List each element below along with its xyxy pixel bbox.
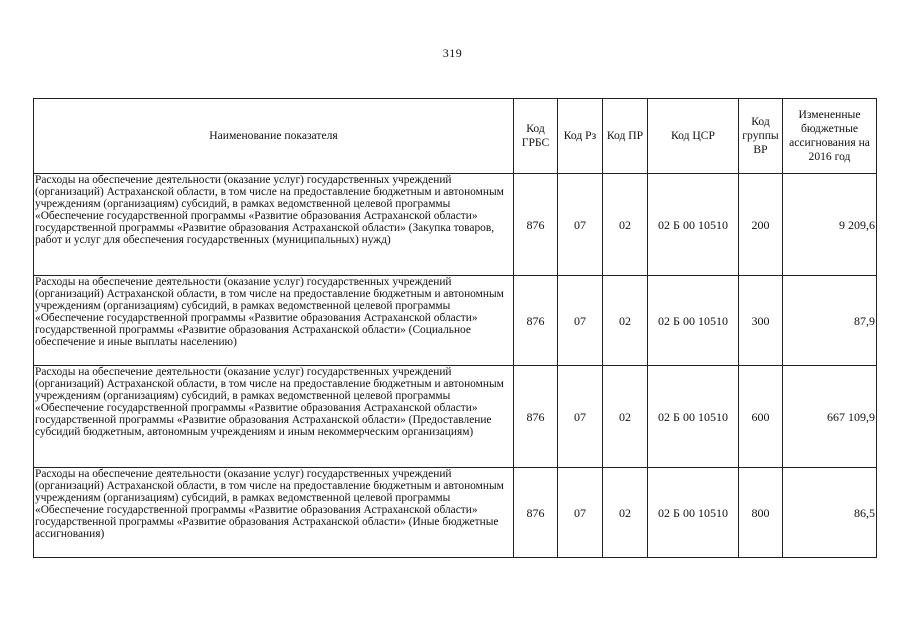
budget-table [33, 98, 877, 558]
page-number: 319 [442, 46, 463, 60]
row-rz: 07 [558, 174, 603, 276]
row-csr: 02 Б 00 10510 [648, 174, 739, 276]
row-name: Расходы на обеспечение деятельности (оказание услуг) государственных учреждений (организаций) Астраханской области, в том числе на предоставление бюджетным и автономным учреждениям (организациям) субсидий, в рамках ведомственной целевой программы «Обеспечение государственной программы «Развитие образования Астраханской области» государственной программы «Развитие образования Астраханской области» (Закупка товаров, работ и услуг для обеспечения государственных (муниципальных) нужд) [34, 174, 514, 276]
header-amount: Измененные бюджетные ассигнования на 2016 год [783, 99, 877, 174]
row-amount: 86,5 [783, 468, 877, 558]
row-vr: 300 [739, 276, 783, 366]
row-rz: 07 [558, 276, 603, 366]
row-vr: 800 [739, 468, 783, 558]
header-name: Наименование показателя [34, 99, 514, 174]
table-body [34, 174, 877, 558]
row-grbs: 876 [514, 366, 558, 468]
row-pr: 02 [603, 366, 648, 468]
row-amount: 87,9 [783, 276, 877, 366]
row-csr: 02 Б 00 10510 [648, 366, 739, 468]
row-amount: 9 209,6 [783, 174, 877, 276]
row-vr: 200 [739, 174, 783, 276]
row-vr: 600 [739, 366, 783, 468]
row-rz: 07 [558, 468, 603, 558]
table-row [34, 468, 877, 558]
row-csr: 02 Б 00 10510 [648, 276, 739, 366]
row-name: Расходы на обеспечение деятельности (оказание услуг) государственных учреждений (организаций) Астраханской области, в том числе на предоставление бюджетным и автономным учреждениям (организациям) субсидий, в рамках ведомственной целевой программы «Обеспечение государственной программы «Развитие образования Астраханской области» государственной программы «Развитие образования Астраханской области» (Иные бюджетные ассигнования) [34, 468, 514, 558]
header-pr: Код ПР [603, 99, 648, 174]
header-grbs: Код ГРБС [514, 99, 558, 174]
header-row [34, 99, 877, 174]
table-row [34, 276, 877, 366]
row-grbs: 876 [514, 174, 558, 276]
row-amount: 667 109,9 [783, 366, 877, 468]
row-pr: 02 [603, 174, 648, 276]
table-row [34, 174, 877, 276]
table-header [34, 99, 877, 174]
row-rz: 07 [558, 366, 603, 468]
row-name: Расходы на обеспечение деятельности (оказание услуг) государственных учреждений (организаций) Астраханской области, в том числе на предоставление бюджетным и автономным учреждениям (организациям) субсидий, в рамках ведомственной целевой программы «Обеспечение государственной программы «Развитие образования Астраханской области» государственной программы «Развитие образования Астраханской области» (Социальное обеспечение и иные выплаты населению) [34, 276, 514, 366]
row-grbs: 876 [514, 468, 558, 558]
row-pr: 02 [603, 468, 648, 558]
header-csr: Код ЦСР [648, 99, 739, 174]
table-row [34, 366, 877, 468]
row-csr: 02 Б 00 10510 [648, 468, 739, 558]
header-vr: Код группы ВР [739, 99, 783, 174]
row-grbs: 876 [514, 276, 558, 366]
row-pr: 02 [603, 276, 648, 366]
header-rz: Код Рз [558, 99, 603, 174]
row-name: Расходы на обеспечение деятельности (оказание услуг) государственных учреждений (организаций) Астраханской области, в том числе на предоставление бюджетным и автономным учреждениям (организациям) субсидий, в рамках ведомственной целевой программы «Обеспечение государственной программы «Развитие образования Астраханской области» государственной программы «Развитие образования Астраханской области» (Предоставление субсидий бюджетным, автономным учреждениям и иным некоммерческим организациям) [34, 366, 514, 468]
